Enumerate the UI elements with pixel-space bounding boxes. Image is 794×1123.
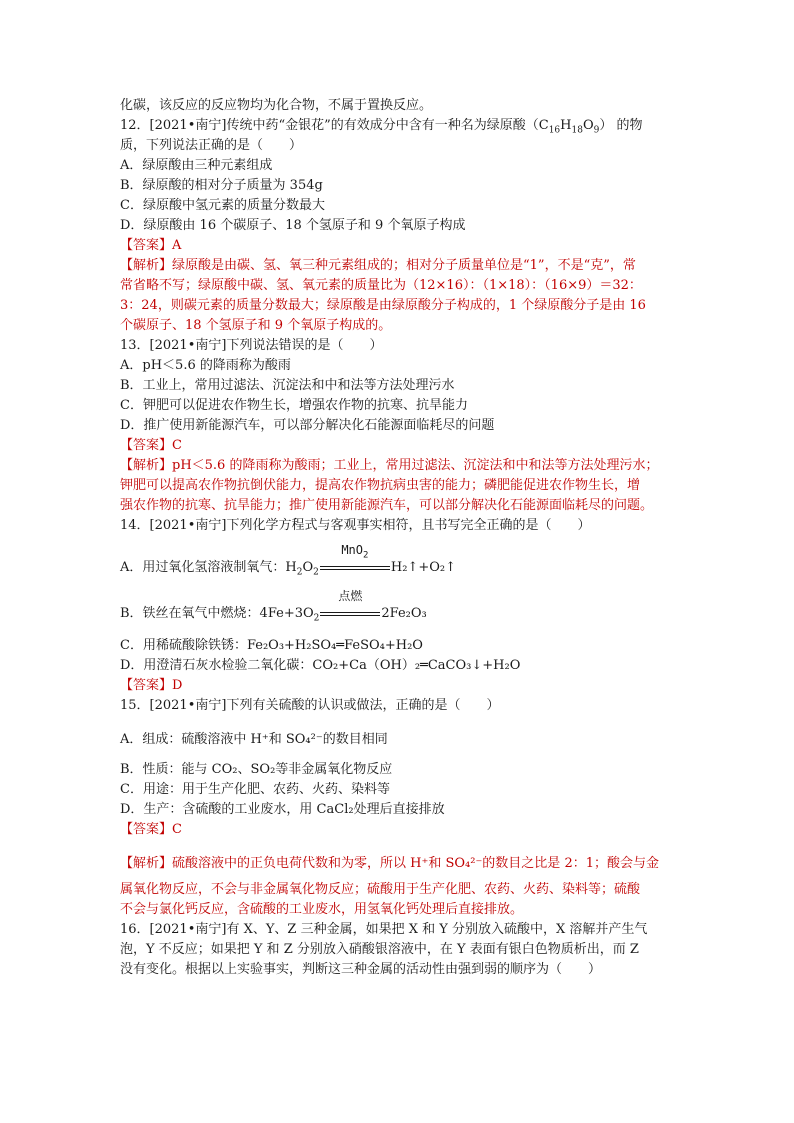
q14-b-rhs: 2Fe₂O₃ [381, 606, 427, 621]
q14-b-reaction-arrow [320, 589, 380, 624]
q13-answer: 【答案】C [120, 438, 182, 453]
q13-option-c: C．钾肥可以促进农作物生长，增强农作物的抗寒、抗旱能力 [120, 398, 468, 413]
q13-option-b: B．工业上，常用过滤法、沉淀法和中和法等方法处理污水 [120, 378, 455, 393]
question-14 [120, 516, 680, 696]
question-12 [120, 116, 680, 336]
q16-line1: 16．[2021•南宁]有 X、Y、Z 三种金属，如果把 X 和 Y 分别放入硫酸中，X 溶解并产生气 [120, 922, 648, 937]
q12-stem-o: O [582, 118, 594, 133]
q14-a-sub2: 2 [313, 567, 319, 578]
q14-a-sub1: 2 [296, 567, 303, 578]
q12-stem-b: ） 的物 [599, 118, 643, 133]
q14-b-condition: 点燃 [338, 589, 363, 603]
question-13 [120, 336, 680, 516]
q12-stem-a: 12．[2021•南宁]传统中药“金银花”的有效成分中含有一种名为绿原酸（C [120, 118, 549, 133]
q12-option-c: C．绿原酸中氢元素的质量分数最大 [120, 198, 325, 213]
q13-stem: 13．[2021•南宁]下列说法错误的是（ ） [120, 338, 383, 353]
q12-stem-line1 [120, 116, 680, 136]
q12-option-b: B．绿原酸的相对分子质量为 354g [120, 178, 323, 193]
q13-option-d: D．推广使用新能源汽车，可以部分解决化石能源面临耗尽的问题 [120, 418, 495, 433]
q14-a-cond-sub: 2 [363, 550, 369, 561]
q15-answer: 【答案】C [120, 822, 182, 837]
q14-a-o: O [302, 560, 314, 575]
q14-a-label: A．用过氧化氢溶液制氧气：H [120, 560, 297, 575]
q15-analysis-line1: 【解析】硫酸溶液中的正负电荷代数和为零，所以 H⁺和 SO₄²⁻的数目之比是 2：1；酸会与金 [120, 856, 659, 871]
q14-b-equals-line [320, 612, 380, 616]
q12-option-d: D．绿原酸由 16 个碳原子、18 个氢原子和 9 个氧原子构成 [120, 218, 466, 233]
q14-b-label: B．铁丝在氧气中燃烧：4Fe+3O [120, 606, 314, 621]
q14-option-b-equation [120, 589, 427, 624]
q14-stem: 14．[2021•南宁]下列化学方程式与客观事实相符，且书写完全正确的是（ ） [120, 518, 591, 533]
q12-sub-c: 16 [548, 125, 561, 136]
q15-analysis-line2: 属氧化物反应，不会与非金属氧化物反应；硫酸用于生产化肥、农药、火药、染料等；硫酸 [120, 882, 641, 897]
q14-a-rhs: H₂↑+O₂↑ [390, 560, 456, 575]
q14-option-d: D．用澄清石灰水检验二氧化碳：CO₂+Ca（OH）₂═CaCO₃↓+H₂O [120, 658, 521, 673]
q13-option-a: A．pH＜5.6 的降雨称为酸雨 [120, 358, 291, 373]
document-page [120, 96, 680, 980]
q14-a-reaction-arrow [320, 543, 390, 578]
q15-option-b: B．性质：能与 CO₂、SO₂等非金属氧化物反应 [120, 762, 393, 777]
q14-a-cond-text: MnO [341, 543, 363, 557]
q15-analysis-line3: 不会与氯化钙反应，含硫酸的工业废水，用氢氧化钙处理后直接排放。 [120, 902, 524, 917]
q12-stem-h: H [560, 118, 572, 133]
q12-answer: 【答案】A [120, 238, 182, 253]
q16-line2: 泡，Y 不反应；如果把 Y 和 Z 分别放入硝酸银溶液中，在 Y 表面有银白色物质析出，而 Z [120, 942, 639, 957]
q14-option-a [120, 543, 680, 580]
q14-b-sub: 2 [313, 613, 320, 624]
q13-analysis-line2: 钾肥可以提高农作物抗倒伏能力，提高农作物抗病虫害的能力；磷肥能促进农作物生长，增 [120, 478, 641, 493]
q12-analysis-line2: 常省略不写；绿原酸中碳、氢、氧元素的质量比为（12×16）：（1×18）：（16×9）＝32： [120, 278, 642, 293]
q15-option-a: A．组成：硫酸溶液中 H⁺和 SO₄²⁻的数目相同 [120, 732, 388, 747]
q15-option-d: D．生产：含硫酸的工业废水，用 CaCl₂处理后直接排放 [120, 802, 445, 817]
q12-analysis-line1: 【解析】绿原酸是由碳、氢、氧三种元素组成的；相对分子质量单位是“1”，不是“克”，常 [120, 258, 636, 273]
q15-stem: 15．[2021•南宁]下列有关硫酸的认识或做法，正确的是（ ） [120, 698, 500, 713]
q14-option-a-equation [120, 543, 456, 578]
q12-sub-o: 9 [593, 125, 600, 136]
question-16 [120, 920, 680, 980]
question-15 [120, 696, 680, 920]
q12-analysis-line3: 3：24，则碳元素的质量分数最大；绿原酸是由绿原酸分子构成的，1 个绿原酸分子是由 16 [120, 298, 646, 313]
q13-analysis-line1: 【解析】pH＜5.6 的降雨称为酸雨；工业上，常用过滤法、沉淀法和中和法等方法处理污水； [120, 458, 659, 473]
intro-tail: 化碳，该反应的反应物均为化合物，不属于置换反应。 [120, 98, 433, 113]
q14-option-c: C．用稀硫酸除铁锈：Fe₂O₃+H₂SO₄═FeSO₄+H₂O [120, 638, 423, 653]
q13-analysis-line3: 强农作物的抗寒、抗旱能力；推广使用新能源汽车，可以部分解决化石能源面临耗尽的问题。 [120, 498, 654, 513]
q12-analysis-line4: 个碳原子、18 个氢原子和 9 个氧原子构成的。 [120, 318, 392, 333]
q16-line3: 没有变化。根据以上实验事实，判断这三种金属的活动性由强到弱的顺序为（ ） [120, 962, 602, 977]
q14-option-b [120, 589, 680, 626]
q14-a-equals-line [320, 566, 390, 570]
q12-stem-line2: 质，下列说法正确的是（ ） [120, 138, 303, 153]
q12-sub-h: 18 [571, 125, 583, 136]
q14-answer: 【答案】D [120, 678, 183, 693]
q12-option-a: A．绿原酸由三种元素组成 [120, 158, 273, 173]
q14-a-catalyst [320, 540, 390, 560]
q15-option-c: C．用途：用于生产化肥、农药、火药、染料等 [120, 782, 390, 797]
